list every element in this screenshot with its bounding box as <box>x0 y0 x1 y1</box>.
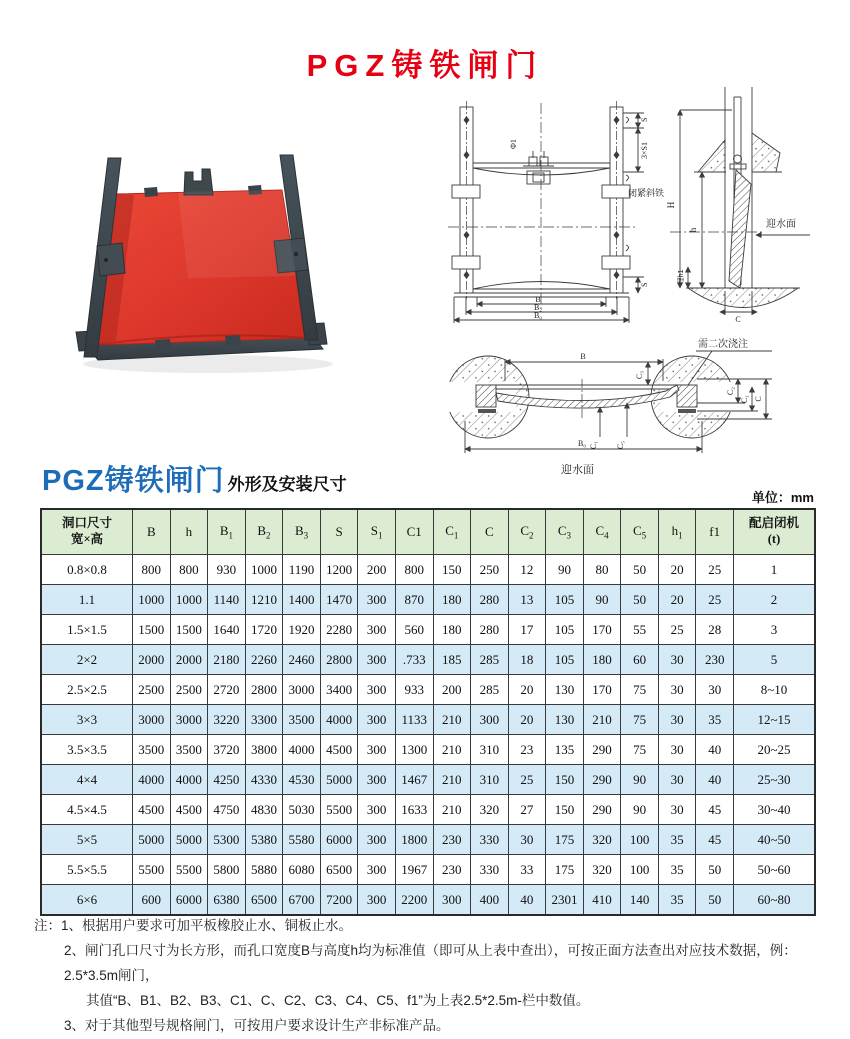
note-line-1: 注：1、根据用户要求可加平板橡胶止水、铜板止水。 <box>34 918 353 933</box>
table-row <box>41 795 815 825</box>
table-cell: 230 <box>433 855 471 885</box>
table-cell: 800 <box>395 555 433 585</box>
table-cell: 3000 <box>283 675 321 705</box>
column-header: B <box>133 509 171 555</box>
table-cell: 170 <box>583 615 621 645</box>
table-cell: 20 <box>658 555 696 585</box>
table-cell: 5500 <box>133 855 171 885</box>
table-cell: 2500 <box>133 675 171 705</box>
table-cell: 300 <box>358 705 396 735</box>
table-cell: 27 <box>508 795 546 825</box>
table-cell: 4000 <box>170 765 208 795</box>
table-cell: 4250 <box>208 765 246 795</box>
table-row <box>41 705 815 735</box>
table-cell: 33 <box>508 855 546 885</box>
column-header: C1 <box>395 509 433 555</box>
row-label: 4×4 <box>41 765 133 795</box>
table-cell: 35 <box>658 825 696 855</box>
product-photo <box>58 126 380 412</box>
table-row <box>41 645 815 675</box>
table-cell: 1000 <box>245 555 283 585</box>
table-cell: 1920 <box>283 615 321 645</box>
table-cell: 300 <box>358 645 396 675</box>
front-label-wedge: 闭紧斜铁 <box>628 188 665 198</box>
table-cell: 800 <box>170 555 208 585</box>
table-cell: 28 <box>696 615 734 645</box>
table-cell: 30 <box>658 765 696 795</box>
row-label: 2.5×2.5 <box>41 675 133 705</box>
table-cell: 1470 <box>320 585 358 615</box>
front-dim-b0: B₀ <box>533 311 543 320</box>
table-cell: 4500 <box>170 795 208 825</box>
table-cell: 210 <box>433 735 471 765</box>
row-label: 1.1 <box>41 585 133 615</box>
table-cell: 5000 <box>320 765 358 795</box>
plan-dim-c1-right: C₁ <box>740 394 749 404</box>
table-cell: 100 <box>621 825 659 855</box>
plan-dim-c-right: C <box>754 396 763 402</box>
table-cell: 5500 <box>320 795 358 825</box>
table-cell: 3300 <box>245 705 283 735</box>
table-cell: 30 <box>658 795 696 825</box>
front-dim-b: B <box>535 295 541 304</box>
table-row <box>41 675 815 705</box>
side-view <box>670 87 810 315</box>
table-row <box>41 765 815 795</box>
table-cell: 210 <box>583 705 621 735</box>
table-cell: 12~15 <box>734 705 816 735</box>
row-label: 3×3 <box>41 705 133 735</box>
table-cell: 45 <box>696 825 734 855</box>
table-cell: 210 <box>433 705 471 735</box>
table-cell: 4500 <box>133 795 171 825</box>
table-cell: 1800 <box>395 825 433 855</box>
table-cell: 6080 <box>283 855 321 885</box>
table-cell: 25 <box>696 555 734 585</box>
table-cell: 30 <box>658 645 696 675</box>
table-cell: 290 <box>583 735 621 765</box>
table-cell: 50 <box>696 885 734 916</box>
page-title: PGZ铸铁闸门 <box>306 48 544 83</box>
column-header: 洞口尺寸 宽×高 <box>41 509 133 555</box>
table-cell: 1000 <box>133 585 171 615</box>
table-cell: 600 <box>133 885 171 916</box>
side-dim-c: C <box>735 315 741 324</box>
column-header: $C_3$ <box>546 509 584 555</box>
table-cell: 300 <box>358 795 396 825</box>
table-row <box>41 855 815 885</box>
table-cell: 90 <box>583 585 621 615</box>
plan-dim-b: B <box>580 352 586 361</box>
table-cell: 1720 <box>245 615 283 645</box>
front-view <box>448 101 644 323</box>
table-cell: 300 <box>358 615 396 645</box>
table-cell: 4330 <box>245 765 283 795</box>
table-cell: 180 <box>433 585 471 615</box>
table-cell: 12 <box>508 555 546 585</box>
table-cell: 4000 <box>283 735 321 765</box>
table-cell: 180 <box>433 615 471 645</box>
plan-dim-c2-right: C₂ <box>726 386 735 396</box>
table-cell: 1300 <box>395 735 433 765</box>
row-label: 5×5 <box>41 825 133 855</box>
table-cell: 35 <box>658 885 696 916</box>
table-cell: 250 <box>471 555 509 585</box>
table-cell: 3 <box>734 615 816 645</box>
table-cell: 320 <box>583 825 621 855</box>
table-cell: 3720 <box>208 735 246 765</box>
table-cell: 230 <box>433 825 471 855</box>
table-cell: 1633 <box>395 795 433 825</box>
table-head <box>41 509 815 555</box>
gate-tab <box>155 339 171 350</box>
table-cell: 320 <box>583 855 621 885</box>
table-cell: 5800 <box>208 855 246 885</box>
table-cell: 105 <box>546 585 584 615</box>
column-header: $C_1$ <box>433 509 471 555</box>
plan-dim-b0: B₀ <box>577 439 587 448</box>
table-cell: 1500 <box>170 615 208 645</box>
table-cell: 130 <box>546 675 584 705</box>
table-cell: 135 <box>546 735 584 765</box>
table-cell: 40 <box>508 885 546 916</box>
table-cell: 20 <box>508 705 546 735</box>
row-label: 5.5×5.5 <box>41 855 133 885</box>
table-cell: 30 <box>658 705 696 735</box>
table-cell: 4830 <box>245 795 283 825</box>
gate-tab <box>144 187 158 197</box>
table-cell: 2301 <box>546 885 584 916</box>
notes <box>34 914 824 1039</box>
column-header: $h_1$ <box>658 509 696 555</box>
table-cell: 410 <box>583 885 621 916</box>
note-line-3: 3、对于其他型号规格闸门，可按用户要求设计生产非标准产品。 <box>64 1017 450 1033</box>
table-cell: 300 <box>358 825 396 855</box>
table-cell: 560 <box>395 615 433 645</box>
table-cell: 5380 <box>245 825 283 855</box>
table-cell: 300 <box>358 735 396 765</box>
table-cell: 280 <box>471 585 509 615</box>
table-cell: 55 <box>621 615 659 645</box>
column-header: $B_1$ <box>208 509 246 555</box>
table-cell: 5580 <box>283 825 321 855</box>
table-cell: 13 <box>508 585 546 615</box>
table-cell: 2000 <box>170 645 208 675</box>
column-header: f1 <box>696 509 734 555</box>
table-cell: 4530 <box>283 765 321 795</box>
table-cell: 150 <box>546 765 584 795</box>
table-cell: 80 <box>583 555 621 585</box>
clamp-bolt <box>104 258 108 262</box>
table-cell: 1133 <box>395 705 433 735</box>
table-row <box>41 885 815 916</box>
front-dim-phi1: Φ1 <box>509 139 518 149</box>
row-label: 3.5×3.5 <box>41 735 133 765</box>
table-cell: 320 <box>471 795 509 825</box>
table-cell: 30 <box>696 675 734 705</box>
table-cell: 2800 <box>320 645 358 675</box>
table-cell: 1467 <box>395 765 433 795</box>
dimension-table <box>40 508 816 916</box>
table-cell: 230 <box>696 645 734 675</box>
table-cell: 1 <box>734 555 816 585</box>
table-cell: 50~60 <box>734 855 816 885</box>
column-header: $C_5$ <box>621 509 659 555</box>
table-cell: 25~30 <box>734 765 816 795</box>
table-cell: 290 <box>583 795 621 825</box>
table-cell: 310 <box>471 735 509 765</box>
table-cell: 210 <box>433 765 471 795</box>
table-cell: 300 <box>358 855 396 885</box>
table-cell: 200 <box>358 555 396 585</box>
plan-dim-c1: C₁ <box>589 440 598 450</box>
row-label: 1.5×1.5 <box>41 615 133 645</box>
table-cell: 8~10 <box>734 675 816 705</box>
table-cell: 1190 <box>283 555 321 585</box>
table-cell: 30 <box>658 735 696 765</box>
gate-tab <box>225 335 241 346</box>
section-brand: PGZ铸铁闸门 <box>42 465 225 497</box>
row-label: 2×2 <box>41 645 133 675</box>
technical-drawings <box>430 85 850 480</box>
table-cell: 290 <box>583 765 621 795</box>
table-cell: 170 <box>583 675 621 705</box>
table-cell: 140 <box>621 885 659 916</box>
table-cell: 60 <box>621 645 659 675</box>
table-cell: 3220 <box>208 705 246 735</box>
table-cell: 40 <box>696 735 734 765</box>
table-cell: 5880 <box>245 855 283 885</box>
table-cell: .733 <box>395 645 433 675</box>
table-cell: 1400 <box>283 585 321 615</box>
section-heading <box>42 458 347 499</box>
column-header: $S_1$ <box>358 509 396 555</box>
table-cell: 285 <box>471 645 509 675</box>
table-cell: 3500 <box>170 735 208 765</box>
table-cell: 75 <box>621 705 659 735</box>
table-cell: 6500 <box>320 855 358 885</box>
column-header: $B_3$ <box>283 509 321 555</box>
row-label: 0.8×0.8 <box>41 555 133 585</box>
table-cell: 2500 <box>170 675 208 705</box>
table-cell: 5000 <box>170 825 208 855</box>
table-cell: 150 <box>546 795 584 825</box>
table-cell: 300 <box>358 675 396 705</box>
table-cell: 2800 <box>245 675 283 705</box>
table-cell: 25 <box>658 615 696 645</box>
table-cell: 30~40 <box>734 795 816 825</box>
column-header: S <box>320 509 358 555</box>
table-cell: 6000 <box>170 885 208 916</box>
table-cell: 6500 <box>245 885 283 916</box>
plan-view <box>442 351 772 453</box>
table-cell: 4000 <box>133 765 171 795</box>
gate-clamp-left <box>97 243 125 276</box>
table-cell: 400 <box>471 885 509 916</box>
table-cell: 90 <box>621 795 659 825</box>
table-cell: 800 <box>133 555 171 585</box>
table-cell: 75 <box>621 675 659 705</box>
note-line-2b: 其值“B、B1、B2、B3、C1、C、C2、C3、C4、C5、f1”为上表2.5*2.5m-栏中数值。 <box>86 992 590 1008</box>
table-cell: 210 <box>433 795 471 825</box>
table-cell: 300 <box>471 705 509 735</box>
table-cell: 3800 <box>245 735 283 765</box>
table-cell: 23 <box>508 735 546 765</box>
table-cell: 2720 <box>208 675 246 705</box>
table-cell: 185 <box>433 645 471 675</box>
table-cell: 3400 <box>320 675 358 705</box>
table-cell: 1210 <box>245 585 283 615</box>
table-cell: 2 <box>734 585 816 615</box>
side-dim-H: H <box>666 201 676 209</box>
gate-lifting-lug <box>184 169 213 195</box>
column-header: h <box>170 509 208 555</box>
table-cell: 175 <box>546 825 584 855</box>
table-cell: 2280 <box>320 615 358 645</box>
column-header: C <box>471 509 509 555</box>
table-cell: 1200 <box>320 555 358 585</box>
side-dim-buried-h1: 埋h1 <box>678 269 685 285</box>
table-cell: 3500 <box>133 735 171 765</box>
plan-label-facing-water: 迎水面 <box>561 464 594 476</box>
clamp-bolt <box>294 252 298 256</box>
table-cell: 4750 <box>208 795 246 825</box>
table-cell: 50 <box>621 555 659 585</box>
table-cell: 930 <box>208 555 246 585</box>
front-dim-s-bottom: S <box>640 282 649 287</box>
table-cell: 6700 <box>283 885 321 916</box>
table-cell: 330 <box>471 855 509 885</box>
table-cell: 6380 <box>208 885 246 916</box>
table-cell: 1967 <box>395 855 433 885</box>
table-cell: 5030 <box>283 795 321 825</box>
table-cell: 25 <box>696 585 734 615</box>
front-dim-s-top: S <box>640 117 649 122</box>
table-row <box>41 585 815 615</box>
table-cell: 17 <box>508 615 546 645</box>
table-cell: 1640 <box>208 615 246 645</box>
table-cell: 35 <box>696 705 734 735</box>
table-cell: 5000 <box>133 825 171 855</box>
table-cell: 30 <box>658 675 696 705</box>
table-cell: 280 <box>471 615 509 645</box>
table-cell: 4500 <box>320 735 358 765</box>
table-cell: 25 <box>508 765 546 795</box>
table-cell: 3500 <box>283 705 321 735</box>
table-cell: 2180 <box>208 645 246 675</box>
table-row <box>41 735 815 765</box>
column-header: 配启闭机 (t) <box>734 509 816 555</box>
row-label: 6×6 <box>41 885 133 916</box>
table-cell: 50 <box>696 855 734 885</box>
gate-plate-highlight <box>178 190 296 278</box>
table-cell: 150 <box>433 555 471 585</box>
table-cell: 285 <box>471 675 509 705</box>
table-cell: 300 <box>358 765 396 795</box>
table-cell: 2200 <box>395 885 433 916</box>
front-dim-3xs1: 3×S1 <box>640 142 649 159</box>
table-cell: 90 <box>546 555 584 585</box>
table-cell: 20~25 <box>734 735 816 765</box>
plan-label-pour: 需二次浇注 <box>698 339 748 350</box>
note-line-2a: 2、闸门孔口尺寸为长方形，而孔口宽度B与高度h均为标准值（即可从上表中查出），可按正面方法查出对应技术数据，例：2.5*3.5m闸门， <box>64 942 797 983</box>
table-cell: 3000 <box>133 705 171 735</box>
table-cell: 18 <box>508 645 546 675</box>
table-cell: 100 <box>621 855 659 885</box>
table-cell: 40 <box>696 765 734 795</box>
table-cell: 30 <box>508 825 546 855</box>
table-cell: 6000 <box>320 825 358 855</box>
table-cell: 7200 <box>320 885 358 916</box>
table-cell: 933 <box>395 675 433 705</box>
table-cell: 2000 <box>133 645 171 675</box>
table-cell: 180 <box>583 645 621 675</box>
table-cell: 1140 <box>208 585 246 615</box>
table-cell: 60~80 <box>734 885 816 916</box>
table-cell: 4000 <box>320 705 358 735</box>
front-dim-b2: B₂ <box>533 303 543 312</box>
table-cell: 3000 <box>170 705 208 735</box>
table-cell: 1500 <box>133 615 171 645</box>
table-cell: 75 <box>621 735 659 765</box>
table-cell: 20 <box>658 585 696 615</box>
table-cell: 175 <box>546 855 584 885</box>
table-cell: 300 <box>433 885 471 916</box>
table-cell: 40~50 <box>734 825 816 855</box>
column-header: $C_2$ <box>508 509 546 555</box>
table-cell: 90 <box>621 765 659 795</box>
side-label-facing-water: 迎水面 <box>766 219 796 230</box>
table-row <box>41 825 815 855</box>
table-cell: 870 <box>395 585 433 615</box>
table-cell: 2460 <box>283 645 321 675</box>
column-header: $C_4$ <box>583 509 621 555</box>
table-cell: 105 <box>546 645 584 675</box>
table-cell: 5 <box>734 645 816 675</box>
table-row <box>41 615 815 645</box>
table-cell: 35 <box>658 855 696 885</box>
gate-photo-illustration <box>58 126 380 412</box>
table-cell: 105 <box>546 615 584 645</box>
unit-label: 单位：mm <box>751 490 814 505</box>
table-cell: 300 <box>358 585 396 615</box>
section-suffix: 外形及安装尺寸 <box>227 475 347 494</box>
table-cell: 50 <box>621 585 659 615</box>
side-dim-h: h <box>688 227 698 233</box>
table-cell: 300 <box>358 885 396 916</box>
table-cell: 5500 <box>170 855 208 885</box>
table-cell: 130 <box>546 705 584 735</box>
column-header: $B_2$ <box>245 509 283 555</box>
table-row <box>41 555 815 585</box>
table-cell: 20 <box>508 675 546 705</box>
table-cell: 200 <box>433 675 471 705</box>
table-cell: 310 <box>471 765 509 795</box>
table-cell: 1000 <box>170 585 208 615</box>
drawings-svg <box>430 85 850 480</box>
table-cell: 330 <box>471 825 509 855</box>
table-cell: 2260 <box>245 645 283 675</box>
table-cell: 5300 <box>208 825 246 855</box>
plan-dim-c5: C₅ <box>616 440 625 450</box>
table-cell: 45 <box>696 795 734 825</box>
row-label: 4.5×4.5 <box>41 795 133 825</box>
plan-dim-c3: C₃ <box>635 370 644 380</box>
